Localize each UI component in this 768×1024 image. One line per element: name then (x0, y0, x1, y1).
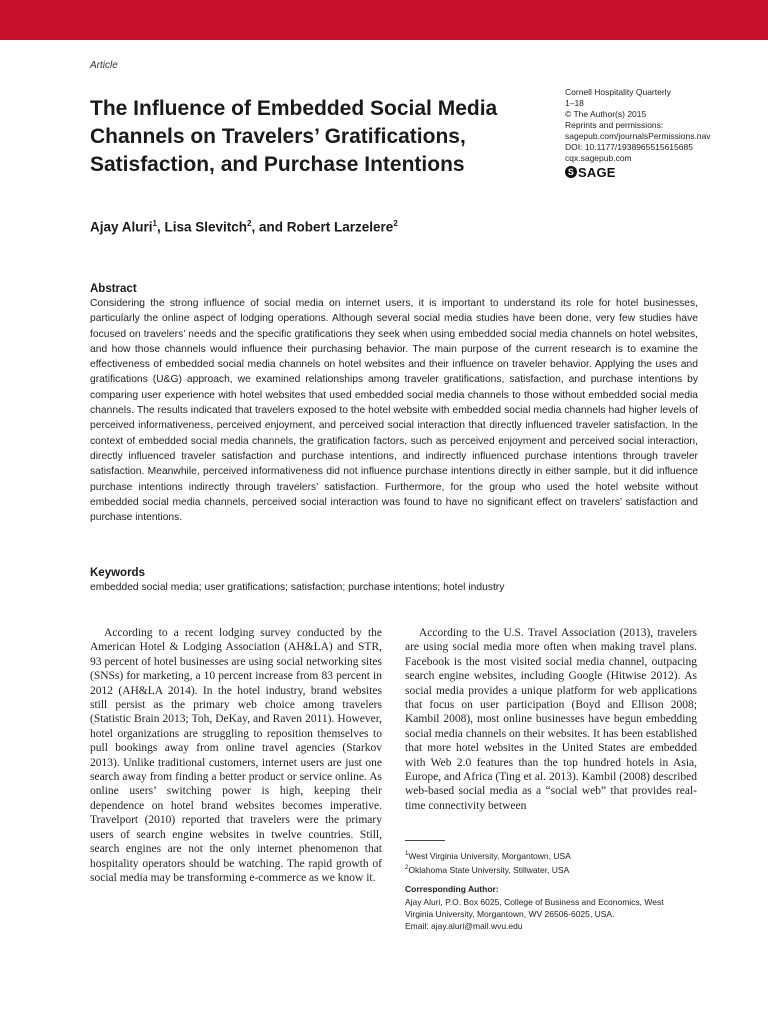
corresponding-author-line: Virginia University, Morgantown, WV 26506-6025, USA. (405, 909, 615, 919)
affiliation-text: West Virginia University, Morgantown, USA (408, 850, 571, 861)
author-affiliation-marker: 2 (393, 219, 398, 228)
corresponding-author-email[interactable]: Email: ajay.aluri@mail.wvu.edu (405, 921, 523, 931)
footnote-divider (405, 840, 445, 841)
affiliation-text: Oklahoma State University, Stillwater, USA (408, 864, 570, 875)
author-name: Robert Larzelere (286, 219, 394, 235)
journal-site-link[interactable]: cqx.sagepub.com (565, 153, 632, 163)
sage-logo-mark-icon: S (565, 166, 577, 178)
journal-metadata (565, 87, 745, 178)
affiliation-marker: 1 (405, 851, 409, 857)
article-title: The Influence of Embedded Social Media Channels on Travelers’ Gratifications, Satisfaction, and Purchase Intentions (90, 97, 498, 176)
affiliation-marker: 2 (405, 864, 409, 871)
keywords-heading: Keywords (90, 567, 145, 579)
corresponding-author-details (405, 896, 705, 932)
affiliations (405, 848, 571, 876)
author-separator: , (156, 219, 165, 235)
abstract-text: Considering the strong influence of social media on internet users, it is important to understand its role for hotel businesses, particularly the online aspect of lodging operations. Although several social media studies have been done, very few studies have focused on travelers’ needs and the specific gratifications they seek when using embedded social media channels on hotel websites, and how those channels would influence their purchasing behavior. The main purpose of the current research is to examine the effectiveness of embedded social media channels on hotel websites and their influence on traveler behavior. Applying the uses and gratifications (U&G) approach, we examined relationships among traveler gratifications, satisfaction, and purchase intentions by comparing user experience with hotel websites that used embedded social media channels to those without embedded social media channels. The results indicated that travelers exposed to the hotel website with embedded social media channels had higher levels of perceived informativeness, perceived enjoyment, and perceived social interaction that directly influenced traveler satisfaction. In the context of embedded social media channels, the gratification factors, such as perceived enjoyment and perceived social interaction, directly influenced traveler satisfaction and purchase intentions, and indirectly influenced purchase intentions through traveler satisfaction. Meanwhile, perceived informativeness did not influence purchase intentions directly in either sample, but it did influence purchase intentions indirectly through travelers’ satisfaction. Furthermore, for the group who used the hotel website without embedded social media channels, perceived social interaction was found to have no significant effect on travelers’ satisfaction and purchase intentions. (90, 298, 698, 524)
author-list (90, 219, 398, 235)
affiliation-item (405, 848, 571, 862)
corresponding-author-line: Ajay Aluri, P.O. Box 6025, College of Business and Economics, West (405, 897, 664, 907)
article-type-label: Article (90, 60, 118, 71)
body-text-right-column: According to the U.S. Travel Association (2013), travelers are using social media more often when making travel plans. Facebook is the most visited social media channel, outpacing search engine websites, including Google (Hitwise 2012). As social media provides a unique platform for web applications that focus on user participation (Boyd and Ellison 2008; Kambil 2008), most online businesses have begun embedding social media channels on their websites. It has been established that more hotel websites in the United States are embedded with Web 2.0 features than the top hundred hotels in Asia, Europe, and Africa (Ting et al. 2013). Kambil (2008) described web-based social media as a “social web” that provides real-time connectivity between (405, 627, 697, 812)
author-name: Ajay Aluri (90, 219, 153, 235)
permissions-link[interactable]: sagepub.com/journalsPermissions.nav (565, 131, 711, 141)
reprints-label: Reprints and permissions: (565, 120, 664, 130)
body-text-left-column: According to a recent lodging survey conducted by the American Hotel & Lodging Association (AH&LA) and STR, 93 percent of hotel businesses are using social networking sites (SNSs) for marketing, a 10 percent increase from 83 percent in 2012 (AH&LA 2014). In the hotel industry, brand websites still persist as the primary web choice among travelers (Statistic Brain 2013; Toh, DeKay, and Raven 2011). However, hotel organizations are struggling to reposition themselves to pull bookings away from online travel agencies (Starkov 2013). Unlike traditional customers, internet users are just one search away from finding a better product or service online. As online users’ switching power is high, keeping their dependence on hotel brand websites becomes imperative. Travelport (2010) reported that travelers were the primary users of search engine websites in twelve countries. Still, search engines are not the only internet phenomenon that hospitality operators should be watching. The rapid growth of social media may be transforming e-commerce as we know it. (90, 627, 382, 884)
sage-logo (565, 166, 616, 178)
journal-name: Cornell Hospitality Quarterly (565, 87, 671, 97)
abstract-heading: Abstract (90, 283, 137, 295)
sage-logo-text: SAGE (578, 164, 616, 180)
journal-pages: 1–18 (565, 98, 584, 108)
keywords-text: embedded social media; user gratifications; satisfaction; purchase intentions; hotel industry (90, 582, 505, 593)
author-name: Lisa Slevitch (164, 219, 248, 235)
copyright-notice: © The Author(s) 2015 (565, 109, 647, 119)
author-affiliation-marker: 1 (152, 219, 157, 228)
affiliation-item (405, 862, 571, 876)
corresponding-author-heading: Corresponding Author: (405, 884, 499, 894)
header-color-bar (0, 0, 768, 40)
author-affiliation-marker: 2 (247, 219, 252, 228)
doi-text: DOI: 10.1177/1938965515615685 (565, 142, 693, 152)
author-separator: , and (251, 219, 287, 235)
